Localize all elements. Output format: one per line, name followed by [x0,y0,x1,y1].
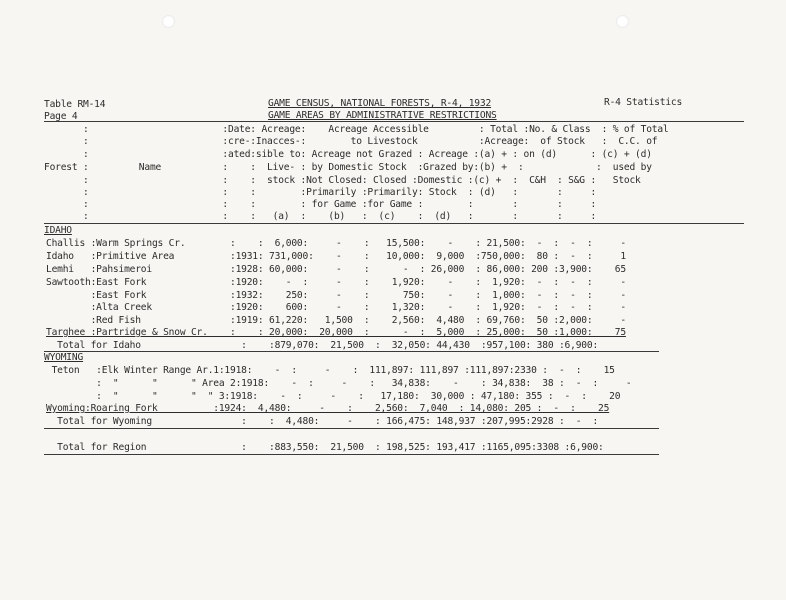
punch-hole [162,15,175,28]
table-row: Wyoming:Roaring Fork :1924: 4,480: - : 2,560: 7,040 : 14,080: 205 : - : 25 [46,403,610,414]
table-row: :Alta Creek :1920: 600: - : 1,320: - : 1,920: - : - : - [46,302,626,313]
column-header-line: : : : (a) : (b) : (c) : (d) : : : : [44,211,597,222]
table-row: Idaho :Primitive Area :1931: 731,000: - : 10,000: 9,000 :750,000: 80 : - : 1 [46,251,626,262]
section-heading-wyoming: WYOMING [44,352,84,363]
table-row: : " " " Area 2:1918: - : - : 34,838: - : 34,838: 38 : - : - [46,378,632,389]
column-header-line: : :Date: Acreage: Acreage Accessible : Total :No. & Class : % of Total [44,124,669,135]
document-title: GAME CENSUS, NATIONAL FORESTS, R-4, 1932 [268,98,492,109]
page-label: Page 4 [44,111,78,122]
column-header-line: Forest : Name : : Live- : by Domestic Stock :Grazed by:(b) + : : used by [44,162,652,173]
region-total-rule [44,454,659,455]
document-subtitle: GAME AREAS BY ADMINISTRATIVE RESTRICTIONS [268,110,497,121]
table-row: :East Fork :1932: 250: - : 750: - : 1,000: - : - : - [46,290,626,301]
punch-hole [616,15,629,28]
total-row-idaho: Total for Idaho : :879,070: 21,500 : 32,050: 44,430 :957,100: 380 :6,900: [46,340,599,351]
column-header-line: : :ated:sible to: Acreage not Grazed : Acreage :(a) + : on (d) : (c) + (d) [44,149,652,160]
table-row: Targhee :Partridge & Snow Cr. : : 20,000: 20,000 : - : 5,000 : 25,000: 50 :1,000: 75 [46,327,626,338]
total-row-region: Total for Region : :883,550: 21,500 : 198,525: 193,417 :1165,095:3308 :6,900: [46,442,604,453]
column-header-line: : : : :Primarily :Primarily: Stock : (d) : : : [44,187,597,198]
table-row: Sawtooth:East Fork :1920: - : - : 1,920: - : 1,920: - : - : - [46,277,626,288]
table-label: Table RM-14 [44,99,106,110]
wyoming-total-rule [44,428,659,429]
column-header-line: : : : : for Game :for Game : : : : : [44,199,597,210]
table-row: Teton :Elk Winter Range Ar.1:1918: - : - : 111,897: 111,897 :111,897:2330 : - : 15 [46,365,615,376]
table-row: : " " " " 3:1918: - : - : 17,180: 30,000 : 47,180: 355 : - : 20 [46,391,621,402]
header-bottom-rule [44,223,744,224]
column-header-line: : : : stock :Not Closed: Closed :Domestic :(c) + : C&H : S&G : Stock [44,175,641,186]
total-row-wyoming: Total for Wyoming : : 4,480: - : 166,475: 148,937 :207,995:2928 : - : [46,416,599,427]
table-row: Lemhi :Pahsimeroi :1928: 60,000: - : - : 26,000 : 86,000: 200 :3,900: 65 [46,264,626,275]
statistics-label: R-4 Statistics [604,97,683,108]
section-heading-idaho: IDAHO [44,225,72,236]
table-row: :Red Fish :1919: 61,220: 1,500 : 2,560: 4,480 : 69,760: 50 :2,000: - [46,315,626,326]
column-header-line: : :cre-:Inacces-: to Livestock :Acreage: of Stock : C.C. of [44,136,658,147]
table-row: Challis :Warm Springs Cr. : : 6,000: - : 15,500: - : 21,500: - : - : - [46,238,626,249]
header-rule [44,121,744,122]
idaho-total-rule [44,351,659,352]
